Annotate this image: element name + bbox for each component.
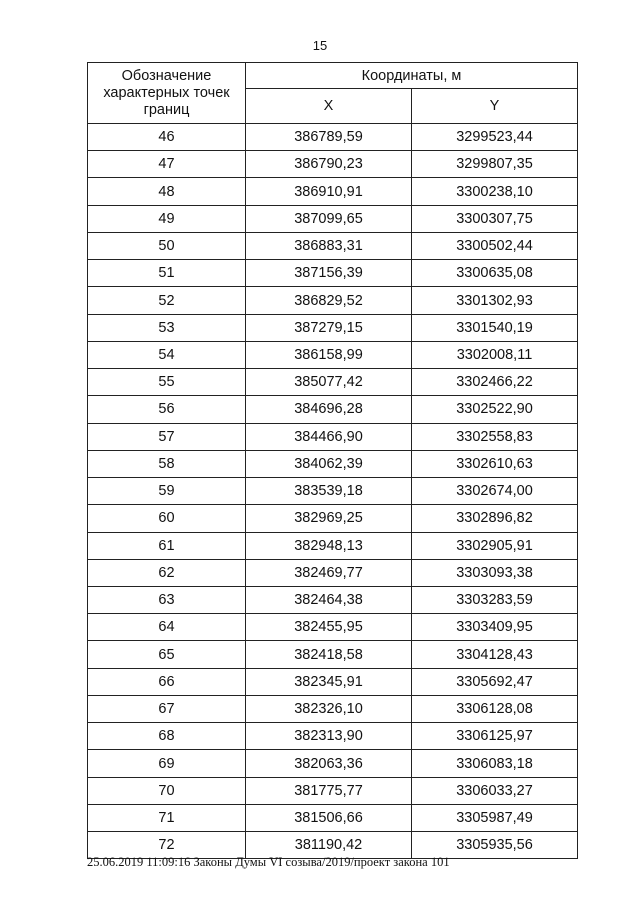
- table-header: [88, 63, 578, 124]
- cell-point: 53: [88, 314, 246, 341]
- cell-y: 3301540,19: [412, 314, 578, 341]
- cell-y: 3305692,47: [412, 668, 578, 695]
- cell-point: 70: [88, 777, 246, 804]
- cell-x: 387099,65: [246, 205, 412, 232]
- table-row: [88, 532, 578, 559]
- header-point-name: Обозначение характерных точек границ: [88, 63, 246, 124]
- cell-x: 384466,90: [246, 423, 412, 450]
- header-x: X: [246, 89, 412, 124]
- cell-x: 385077,42: [246, 369, 412, 396]
- cell-y: 3301302,93: [412, 287, 578, 314]
- cell-y: 3303409,95: [412, 614, 578, 641]
- cell-x: 382464,38: [246, 586, 412, 613]
- cell-point: 56: [88, 396, 246, 423]
- cell-point: 69: [88, 750, 246, 777]
- coordinates-table: [87, 62, 578, 859]
- cell-x: 381775,77: [246, 777, 412, 804]
- header-y: Y: [412, 89, 578, 124]
- cell-x: 382469,77: [246, 559, 412, 586]
- cell-x: 386790,23: [246, 151, 412, 178]
- table-row: [88, 260, 578, 287]
- cell-point: 65: [88, 641, 246, 668]
- cell-point: 59: [88, 478, 246, 505]
- cell-point: 61: [88, 532, 246, 559]
- cell-y: 3302466,22: [412, 369, 578, 396]
- table-row: [88, 151, 578, 178]
- cell-y: 3300635,08: [412, 260, 578, 287]
- cell-y: 3302674,00: [412, 478, 578, 505]
- table-row: [88, 777, 578, 804]
- table-row: [88, 124, 578, 151]
- cell-point: 54: [88, 341, 246, 368]
- cell-x: 387279,15: [246, 314, 412, 341]
- table-row: [88, 314, 578, 341]
- cell-y: 3306033,27: [412, 777, 578, 804]
- cell-x: 382455,95: [246, 614, 412, 641]
- cell-point: 52: [88, 287, 246, 314]
- cell-point: 50: [88, 232, 246, 259]
- cell-x: 381506,66: [246, 804, 412, 831]
- cell-point: 62: [88, 559, 246, 586]
- cell-x: 386910,91: [246, 178, 412, 205]
- table-body: [88, 124, 578, 859]
- table-row: [88, 205, 578, 232]
- cell-point: 67: [88, 695, 246, 722]
- table-row: [88, 750, 578, 777]
- table-row: [88, 505, 578, 532]
- table-row: [88, 178, 578, 205]
- cell-y: 3300307,75: [412, 205, 578, 232]
- cell-y: 3299807,35: [412, 151, 578, 178]
- cell-point: 58: [88, 450, 246, 477]
- table-row: [88, 232, 578, 259]
- document-footer: 25.06.2019 11:09:16 Законы Думы VI созыва/2019/проект закона 101: [87, 855, 450, 869]
- cell-x: 386789,59: [246, 124, 412, 151]
- table-row: [88, 804, 578, 831]
- cell-x: 382326,10: [246, 695, 412, 722]
- table-row: [88, 641, 578, 668]
- cell-y: 3302558,83: [412, 423, 578, 450]
- cell-y: 3302008,11: [412, 341, 578, 368]
- cell-x: 383539,18: [246, 478, 412, 505]
- cell-x: 386158,99: [246, 341, 412, 368]
- page-number: 15: [312, 38, 328, 53]
- cell-y: 3305935,56: [412, 832, 578, 859]
- cell-y: 3302896,82: [412, 505, 578, 532]
- cell-x: 382063,36: [246, 750, 412, 777]
- cell-point: 48: [88, 178, 246, 205]
- cell-point: 72: [88, 832, 246, 859]
- table-row: [88, 559, 578, 586]
- table-row: [88, 668, 578, 695]
- cell-point: 71: [88, 804, 246, 831]
- cell-x: 381190,42: [246, 832, 412, 859]
- table-row: [88, 723, 578, 750]
- table-row: [88, 287, 578, 314]
- cell-x: 386883,31: [246, 232, 412, 259]
- table-row: [88, 586, 578, 613]
- cell-point: 60: [88, 505, 246, 532]
- cell-point: 66: [88, 668, 246, 695]
- cell-point: 49: [88, 205, 246, 232]
- cell-x: 384696,28: [246, 396, 412, 423]
- table-row: [88, 396, 578, 423]
- table-row: [88, 478, 578, 505]
- cell-point: 46: [88, 124, 246, 151]
- cell-x: 386829,52: [246, 287, 412, 314]
- cell-x: 382418,58: [246, 641, 412, 668]
- header-coordinates: Координаты, м: [246, 63, 578, 89]
- table-row: [88, 423, 578, 450]
- cell-y: 3303283,59: [412, 586, 578, 613]
- cell-y: 3305987,49: [412, 804, 578, 831]
- cell-x: 384062,39: [246, 450, 412, 477]
- cell-y: 3299523,44: [412, 124, 578, 151]
- cell-point: 57: [88, 423, 246, 450]
- cell-point: 68: [88, 723, 246, 750]
- cell-point: 64: [88, 614, 246, 641]
- cell-x: 382313,90: [246, 723, 412, 750]
- cell-y: 3302522,90: [412, 396, 578, 423]
- cell-y: 3306083,18: [412, 750, 578, 777]
- cell-point: 47: [88, 151, 246, 178]
- cell-x: 382948,13: [246, 532, 412, 559]
- cell-x: 387156,39: [246, 260, 412, 287]
- cell-y: 3302610,63: [412, 450, 578, 477]
- cell-y: 3300502,44: [412, 232, 578, 259]
- table-row: [88, 341, 578, 368]
- cell-y: 3306128,08: [412, 695, 578, 722]
- cell-point: 51: [88, 260, 246, 287]
- table-row: [88, 450, 578, 477]
- cell-y: 3303093,38: [412, 559, 578, 586]
- table-row: [88, 369, 578, 396]
- table-row: [88, 695, 578, 722]
- table-row: [88, 614, 578, 641]
- cell-y: 3304128,43: [412, 641, 578, 668]
- cell-y: 3300238,10: [412, 178, 578, 205]
- cell-point: 63: [88, 586, 246, 613]
- cell-point: 55: [88, 369, 246, 396]
- cell-y: 3302905,91: [412, 532, 578, 559]
- cell-y: 3306125,97: [412, 723, 578, 750]
- cell-x: 382969,25: [246, 505, 412, 532]
- cell-x: 382345,91: [246, 668, 412, 695]
